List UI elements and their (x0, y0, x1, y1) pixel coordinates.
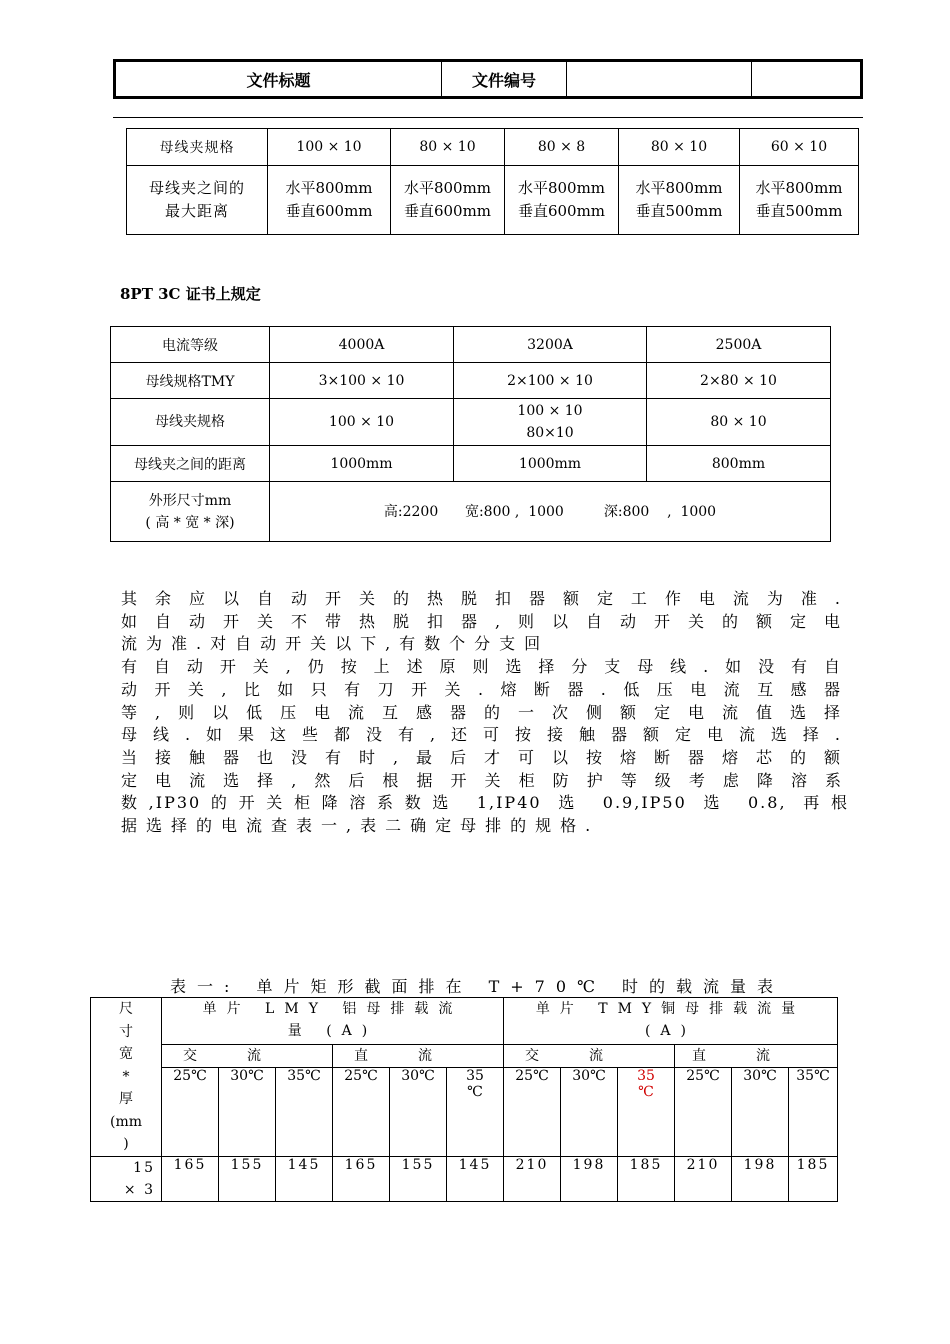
temp-header: 30℃ (561, 1067, 618, 1156)
dimension-label-line1: 外形尺寸mm (148, 492, 232, 509)
clamp-spec-line: 100 × 10 (517, 403, 583, 419)
clamp-distance-cell (740, 166, 859, 235)
header-divider (113, 117, 863, 118)
size-width: 15 (133, 1159, 155, 1176)
clamp-spacing-table (126, 128, 859, 235)
clamp-distance-cell (619, 166, 740, 235)
horizontal-distance: 水平800mm (635, 179, 723, 197)
temp-header: 35℃ (789, 1067, 838, 1156)
busbar-spec-cell: 2×100 × 10 (454, 363, 647, 399)
tmy-header-line2: (A) (644, 1023, 697, 1039)
clamp-spec-cell: 100 × 10 (270, 399, 454, 446)
temp-header-highlight (618, 1067, 675, 1156)
ampacity-cell: 210 (504, 1156, 561, 1201)
temp-number: 35 (466, 1067, 484, 1084)
paragraph-line: 等,则以低压电流互感器的一次侧额定电流值选择 (121, 702, 849, 722)
clamp-distance-label-line2: 最大距离 (164, 202, 229, 220)
paragraph-line: 定电流选择,然后根据开关柜防护等级考虑降溶系 (121, 770, 849, 790)
current-level-label: 电流等级 (111, 327, 270, 363)
lmy-header (162, 998, 504, 1045)
size-header-char: * (122, 1068, 130, 1085)
busbar-spec-cell: 2×80 × 10 (647, 363, 831, 399)
clamp-distance-label (127, 166, 268, 235)
clamp-spec-cell: 60 × 10 (740, 129, 859, 166)
busbar-spec-label: 母线规格TMY (111, 363, 270, 399)
clamp-spec-line: 80×10 (526, 425, 574, 441)
distance-cell: 1000mm (270, 446, 454, 482)
horizontal-distance: 水平800mm (285, 179, 373, 197)
paragraph-line: 其余应以自动开关的热脱扣器额定工作电流为准. (121, 589, 849, 608)
file-number-value (752, 61, 862, 98)
ampacity-cell: 155 (390, 1156, 447, 1201)
temp-header: 30℃ (390, 1067, 447, 1156)
ampacity-cell: 185 (618, 1156, 675, 1201)
horizontal-distance: 水平800mm (403, 179, 492, 197)
clamp-spec-cell: 80 × 10 (619, 129, 740, 166)
vertical-distance: 垂直500mm (755, 202, 843, 220)
lmy-header-line2: 量 (A) (287, 1023, 378, 1039)
ampacity-cell: 155 (219, 1156, 276, 1201)
tmy-ac-header: 交流 (504, 1044, 675, 1067)
paragraph-line: 流为准.对自动开关以下,有数个分支回 (121, 634, 550, 654)
ampacity-cell: 165 (162, 1156, 219, 1201)
size-header-char: 厚 (119, 1091, 133, 1107)
busbar-spec-cell: 3×100 × 10 (270, 363, 454, 399)
ampacity-cell: 145 (447, 1156, 504, 1201)
file-title-label: 文件标题 (115, 61, 442, 98)
clamp-distance-label: 母线夹之间的距离 (111, 446, 270, 482)
file-title-value (567, 61, 752, 98)
temp-header: 25℃ (333, 1067, 390, 1156)
clamp-spec-cell: 80 × 8 (505, 129, 619, 166)
tmy-dc-header: 直流 (675, 1044, 838, 1067)
section-title: 8PT 3C 证书上规定 (120, 285, 261, 303)
paragraph-line: 据选择的电流查表一,表二确定母排的规格. (121, 816, 600, 836)
cert-spec-table (110, 326, 831, 542)
ampacity-cell: 185 (789, 1156, 838, 1201)
vertical-distance: 垂直600mm (285, 202, 373, 220)
temp-header: 25℃ (504, 1067, 561, 1156)
clamp-spec-label: 母线夹规格 (111, 399, 270, 446)
size-thickness: × 3 (123, 1181, 155, 1198)
temp-header: 25℃ (162, 1067, 219, 1156)
vertical-distance: 垂直600mm (403, 202, 492, 220)
document-header (113, 59, 863, 99)
paragraph-line: 母线.如果这些都没有,还可按接触器额定电流选择. (121, 725, 849, 745)
size-cell (91, 1156, 162, 1201)
size-header-char: 尺 (119, 1001, 133, 1017)
horizontal-distance: 水平800mm (517, 179, 606, 197)
paragraph-line: 数,IP30的开关柜降溶系数选 1,IP40 选 0.9,IP50 选 0.8, 再根 (121, 793, 849, 813)
temp-header: 30℃ (219, 1067, 276, 1156)
file-number-label: 文件编号 (442, 61, 567, 98)
size-header-char: (mm (109, 1113, 142, 1130)
clamp-spec-cell: 80 × 10 (391, 129, 505, 166)
temp-number: 35 (637, 1067, 655, 1084)
temp-header (447, 1067, 504, 1156)
dimension-label-line2: ( 高 * 宽 * 深) (145, 514, 235, 531)
body-paragraph (121, 588, 849, 838)
clamp-distance-cell (268, 166, 391, 235)
clamp-spec-cell: 100 × 10 (268, 129, 391, 166)
temp-unit: ℃ (467, 1083, 483, 1100)
vertical-distance: 垂直600mm (517, 202, 606, 220)
clamp-spec-cell: 80 × 10 (647, 399, 831, 446)
temp-header: 25℃ (675, 1067, 732, 1156)
vertical-distance: 垂直500mm (635, 202, 723, 220)
ampacity-cell: 210 (675, 1156, 732, 1201)
clamp-distance-label-line1: 母线夹之间的 (148, 179, 245, 197)
size-header-char: ) (123, 1136, 129, 1152)
paragraph-line: 如自动开关不带热脱扣器,则以自动开关的额定电 (121, 611, 849, 631)
size-header-char: 宽 (119, 1046, 133, 1062)
ampacity-cell: 198 (561, 1156, 618, 1201)
lmy-ac-header: 交流 (162, 1044, 333, 1067)
ampacity-cell: 145 (276, 1156, 333, 1201)
temp-header: 30℃ (732, 1067, 789, 1156)
paragraph-line: 动开关,比如只有刀开关.熔断器.低压电流互感器 (121, 679, 849, 699)
current-cell: 3200A (454, 327, 647, 363)
paragraph-line: 有自动开关,仍按上述原则选择分支母线.如没有自 (121, 657, 849, 677)
tmy-header-line1: 单片 TMY铜母排载流量 (535, 1001, 806, 1017)
ampacity-cell: 165 (333, 1156, 390, 1201)
temp-unit: ℃ (638, 1083, 654, 1100)
table1-caption: 表一: 单片矩形截面排在 T+70℃ 时的载流量表 (170, 977, 784, 996)
current-cell: 4000A (270, 327, 454, 363)
distance-cell: 800mm (647, 446, 831, 482)
dimension-value: 高:2200 宽:800 , 1000 深:800 , 1000 (270, 482, 831, 542)
lmy-dc-header: 直流 (333, 1044, 504, 1067)
clamp-distance-cell (391, 166, 505, 235)
distance-cell: 1000mm (454, 446, 647, 482)
tmy-header (504, 998, 838, 1045)
horizontal-distance: 水平800mm (755, 179, 843, 197)
dimension-label (111, 482, 270, 542)
paragraph-line: 当接触器也没有时,最后才可以按熔断器熔芯的额 (121, 747, 849, 767)
clamp-spec-label: 母线夹规格 (127, 129, 268, 166)
clamp-distance-cell (505, 166, 619, 235)
ampacity-cell: 198 (732, 1156, 789, 1201)
ampacity-table (90, 997, 838, 1202)
size-header-char: 寸 (119, 1023, 133, 1040)
size-column-header (91, 998, 162, 1157)
clamp-spec-cell (454, 399, 647, 446)
lmy-header-line1: 单片 LMY 铝母排载流 (202, 1001, 463, 1017)
temp-header: 35℃ (276, 1067, 333, 1156)
current-cell: 2500A (647, 327, 831, 363)
